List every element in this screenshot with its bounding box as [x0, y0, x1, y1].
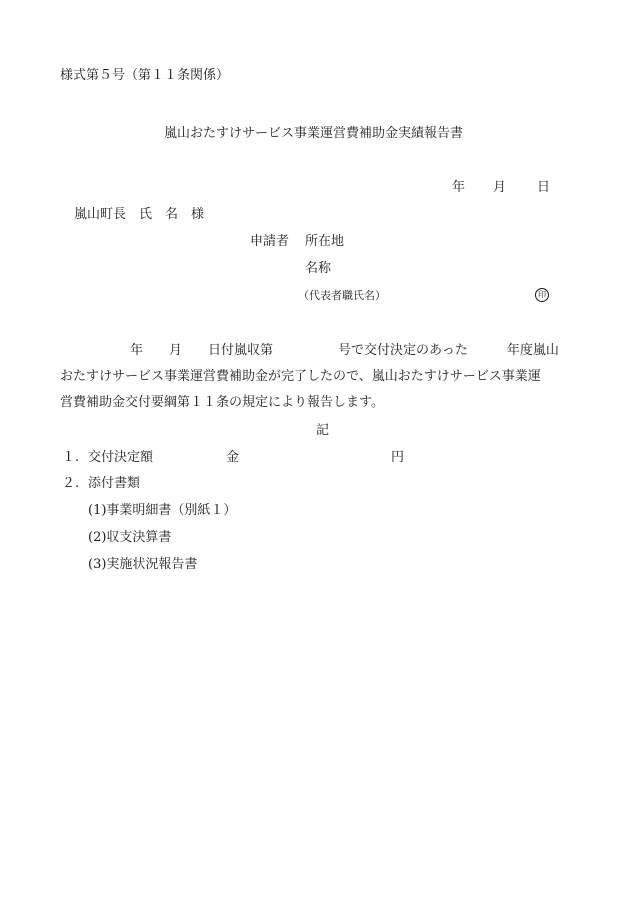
attachment-item: (2)収支決算書 [88, 530, 172, 545]
item-1-currency-suffix: 円 [391, 450, 405, 465]
body-line-2: おたすけサービス事業運営費補助金が完了したので、嵐山おたすけサービス事業運 [60, 369, 541, 384]
date-day: 日 [537, 180, 551, 195]
document-title: 嵐山おたすけサービス事業運営費補助金実績報告書 [164, 126, 464, 141]
item-1-number: １. [62, 450, 80, 465]
item-2-label: 添付書類 [88, 476, 141, 491]
seal-icon: 印 [535, 288, 549, 302]
form-number: 様式第５号（第１１条関係） [60, 68, 230, 83]
date-year: 年 [452, 180, 466, 195]
date-month: 月 [493, 180, 507, 195]
representative-label: （代表者職氏名） [298, 289, 386, 302]
addressee: 嵐山町長 氏 名 様 [74, 207, 205, 222]
item-1-currency-prefix: 金 [226, 450, 240, 465]
applicant-address-label: 所在地 [305, 234, 345, 249]
applicant-label: 申請者 [250, 234, 290, 249]
attachment-item: (3)実施状況報告書 [88, 557, 198, 572]
item-2-number: ２. [62, 476, 80, 491]
attachment-item: (1)事業明細書（別紙１） [88, 503, 237, 518]
item-1-label: 交付決定額 [88, 450, 154, 465]
body-line-3: 営費補助金交付要綱第１１条の規定により報告します。 [60, 395, 384, 410]
applicant-name-label: 名称 [305, 261, 332, 276]
body-line-1: 年 月 日付嵐収第 号で交付決定のあった 年度嵐山 [130, 343, 559, 358]
ki-heading: 記 [316, 423, 330, 438]
